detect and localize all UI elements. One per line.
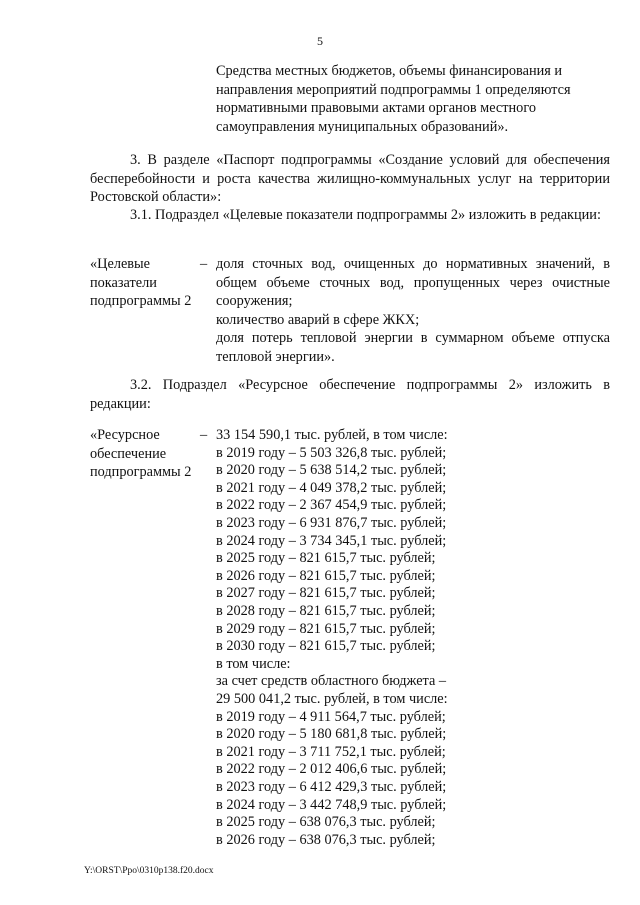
targets-label-line: «Целевые [90,256,151,272]
resources-line: 29 500 041,2 тыс. рублей, в том числе: [216,691,448,707]
resources-label-line: подпрограммы 2 [90,464,192,480]
targets-line: доля потерь тепловой энергии в суммарном объеме отпуска тепловой энергии». [216,330,610,365]
intro-line: Средства местных бюджетов, объемы финансирования и [216,63,563,79]
resources-label-line: обеспечение [90,445,167,462]
intro-line: нормативными правовыми актами органов местного [216,100,536,116]
resources-dash: – [200,427,208,443]
targets-dash: – [200,256,208,272]
page-number: 5 [317,34,323,48]
resources-line: в 2022 году – 2 367 454,9 тыс. рублей; [216,497,447,514]
section-3-2-paragraph: 3.2. Подраздел «Ресурсное обеспечение подпрограммы 2» изложить в редакции: [90,377,610,412]
resources-line: в 2020 году – 5 180 681,8 тыс. рублей; [216,726,447,743]
resources-label-line: «Ресурсное [90,427,160,443]
resources-line: в 2019 году – 4 911 564,7 тыс. рублей; [216,708,446,725]
targets-label-line: подпрограммы 2 [90,293,192,309]
targets-text: доля сточных вод, очищенных до нормативных значений, в общем объеме сточных вод, пропущенных через очистные сооружения; [216,256,610,309]
resources-line: в 2027 году – 821 615,7 тыс. рублей; [216,585,436,602]
resources-line: за счет средств областного бюджета – [216,673,447,690]
resources-line: в 2022 году – 2 012 406,6 тыс. рублей; [216,761,447,778]
resources-line: в 2025 году – 821 615,7 тыс. рублей; [216,550,436,567]
section-3-1-paragraph: 3.1. Подраздел «Целевые показатели подпрограммы 2» изложить в редакции: [130,207,601,223]
resources-line: в 2026 году – 821 615,7 тыс. рублей; [216,567,436,584]
resources-line: в 2023 году – 6 412 429,3 тыс. рублей; [216,779,447,795]
resources-line: в 2020 году – 5 638 514,2 тыс. рублей; [216,462,447,479]
resources-line: в 2023 году – 6 931 876,7 тыс. рублей; [216,515,447,531]
resources-line: в 2026 году – 638 076,3 тыс. рублей; [216,831,436,848]
targets-label-line: показатели [90,274,157,291]
resources-line: в 2030 году – 821 615,7 тыс. рублей; [216,638,436,655]
resources-line: в 2025 году – 638 076,3 тыс. рублей; [216,814,436,831]
resources-line: 33 154 590,1 тыс. рублей, в том числе: [216,427,448,443]
resources-line: в 2019 году – 5 503 326,8 тыс. рублей; [216,444,447,461]
intro-line: самоуправления муниципальных образований». [216,118,509,135]
resources-line: в 2028 году – 821 615,7 тыс. рублей; [216,603,436,619]
section-3-paragraph: 3. В разделе «Паспорт подпрограммы «Создание условий для обеспечения бесперебойности и роста качества жилищно-коммунальных услуг на территории Ростовской области»: [90,152,610,205]
resources-line: в том числе: [216,655,291,672]
targets-line: количество аварий в сфере ЖКХ; [216,311,420,328]
resources-line: в 2024 году – 3 734 345,1 тыс. рублей; [216,532,447,549]
footer-path: Y:\ORST\Ppo\0310p138.f20.docx [84,866,214,876]
resources-line: в 2021 году – 3 711 752,1 тыс. рублей; [216,743,446,760]
resources-line: в 2024 году – 3 442 748,9 тыс. рублей; [216,796,447,813]
resources-line: в 2021 году – 4 049 378,2 тыс. рублей; [216,479,447,496]
resources-line: в 2029 году – 821 615,7 тыс. рублей; [216,620,436,637]
intro-line: направления мероприятий подпрограммы 1 определяются [216,81,571,98]
